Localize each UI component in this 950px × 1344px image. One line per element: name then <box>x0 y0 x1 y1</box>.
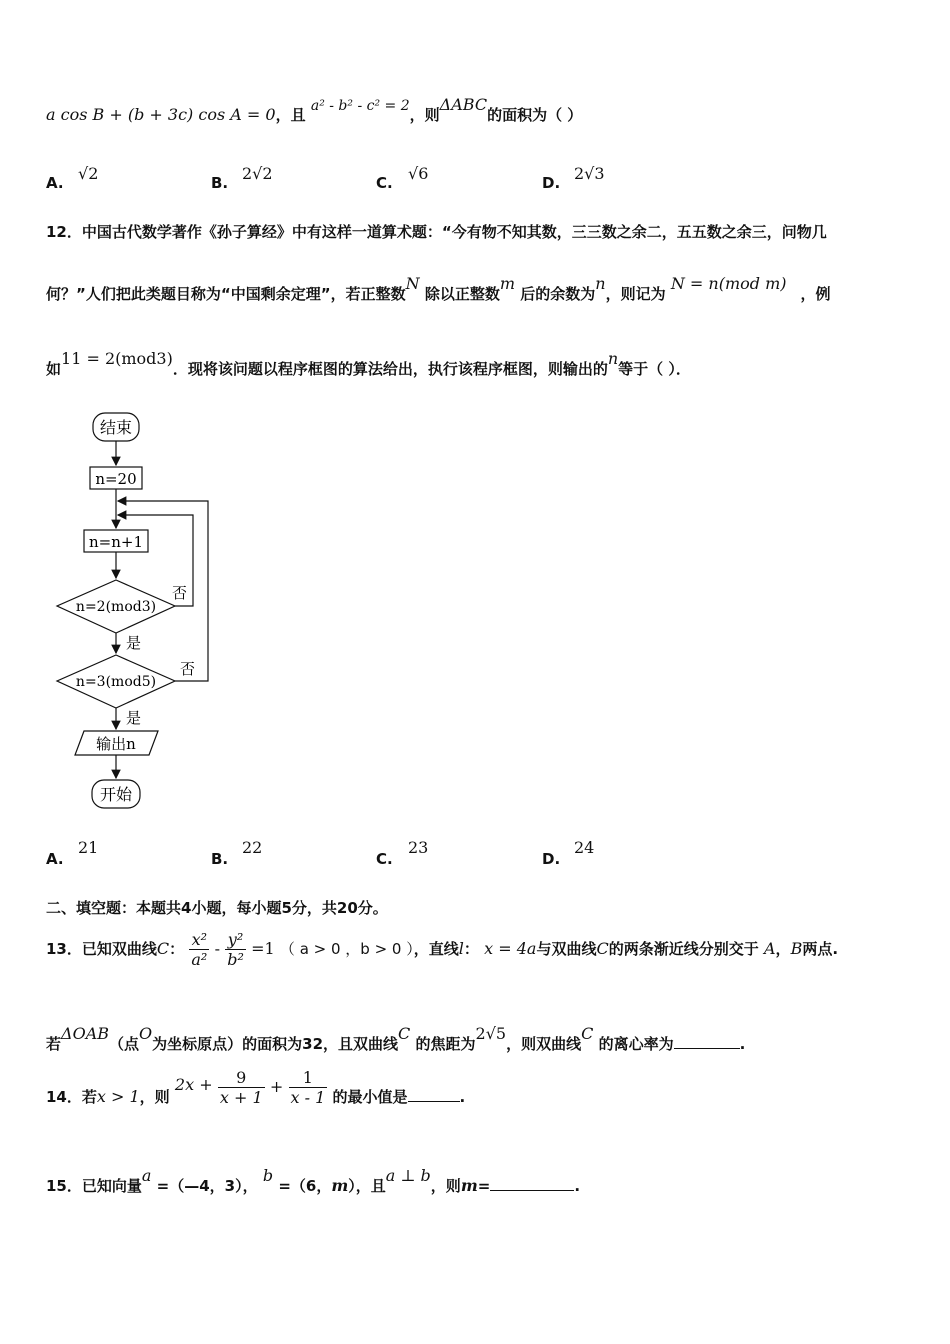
q11-equation-2: a² - b² - c² = 2 <box>310 98 410 114</box>
q11-option-b-value: 2√2 <box>242 164 273 183</box>
q12-option-a-value: 21 <box>78 838 99 857</box>
q12-option-a-label: A. <box>46 850 64 868</box>
q15-answer-blank[interactable] <box>490 1190 574 1191</box>
q12-option-b-value: 22 <box>242 838 263 857</box>
flow-cond2-label: n=3(mod5) <box>75 674 157 690</box>
q13-line-1: 13．已知双曲线C： $\frac{\text{x²}}{\text{a²}}$ - $\frac{\text{y²}}{\text{b²}}$ =1 （ a > 0 ，b > 0 ），直线l： x = 4a与双曲线C的两条渐近线分别交于 A，B两点. <box>46 930 839 969</box>
flow-step-label: n=n+1 <box>88 533 144 551</box>
q12-option-d-label: D. <box>542 850 561 868</box>
q11-option-c-value: √6 <box>408 164 429 183</box>
q11-option-a-value: √2 <box>78 164 99 183</box>
flow-cond1-label: n=2(mod3) <box>75 599 157 615</box>
flow-no-label-2: 否 <box>180 660 196 678</box>
q15-line: 15．已知向量a =（—4，3）， b =（6，m），且a ⊥ b，则m= . <box>46 1166 581 1195</box>
flowchart <box>50 405 280 815</box>
q13-line-2: 若ΔOAB（点O为坐标原点）的面积为32，且双曲线C 的焦距为2√5，则双曲线C 的离心率为 . <box>46 1024 746 1053</box>
flow-start-label: 结束 <box>99 418 133 437</box>
flow-no-label-1: 否 <box>172 584 188 602</box>
q12-line-3: 如11 = 2(mod3)．现将该问题以程序框图的算法给出，执行该程序框图，则输出的n等于（ ）． <box>46 349 691 378</box>
q13-fraction-y: $\frac{\text{y²}}{\text{b²}}$ <box>227 930 244 969</box>
q11-option-c-label: C. <box>376 174 393 192</box>
section-heading: 二、填空题：本题共4小题，每小题5分，共20分。 <box>46 899 388 917</box>
q11-option-d-label: D. <box>542 174 561 192</box>
q14-fraction-1: $\frac{9}{x + 1}$ <box>219 1068 263 1107</box>
q14-fraction-2: $\frac{1}{x - 1}$ <box>290 1068 326 1107</box>
q12-option-d-value: 24 <box>574 838 595 857</box>
q13-fraction-x: $\frac{\text{x²}}{\text{a²}}$ <box>191 930 208 969</box>
q12-line-2: 何？”人们把此类题目称为“中国剩余定理”，若正整数N 除以正整数m 后的余数为n，则记为 N = n(mod m)，例 <box>46 274 831 303</box>
flow-init-label: n=20 <box>95 470 137 488</box>
q14-answer-blank[interactable] <box>408 1101 460 1102</box>
flow-end-label: 开始 <box>99 785 133 804</box>
q12-option-c-value: 23 <box>408 838 429 857</box>
q11-stem: a cos B + (b + 3c) cos A = 0，且 a² - b² - c² = 2，则ΔABC的面积为（ ） <box>46 95 583 124</box>
q11-option-a-label: A. <box>46 174 64 192</box>
q11-option-d-value: 2√3 <box>574 164 605 183</box>
q14-line: 14．若x > 1，则 2x + $\frac{9}{x + 1}$ + $\frac{1}{x - 1}$ 的最小值是 . <box>46 1068 466 1107</box>
flow-yes-label-2: 是 <box>126 709 142 727</box>
flow-output-label: 输出n <box>96 735 136 753</box>
q12-line-1: 12．中国古代数学著作《孙子算经》中有这样一道算术题：“今有物不知其数，三三数之余二，五五数之余三，问物几 <box>46 223 827 241</box>
q12-option-c-label: C. <box>376 850 393 868</box>
q12-option-b-label: B. <box>211 850 229 868</box>
q11-equation-1: a cos B + (b + 3c) cos A = 0 <box>46 105 276 124</box>
q11-triangle: ΔABC <box>439 95 488 114</box>
q13-answer-blank[interactable] <box>674 1048 740 1049</box>
flow-yes-label-1: 是 <box>126 634 142 652</box>
q11-option-b-label: B. <box>211 174 229 192</box>
